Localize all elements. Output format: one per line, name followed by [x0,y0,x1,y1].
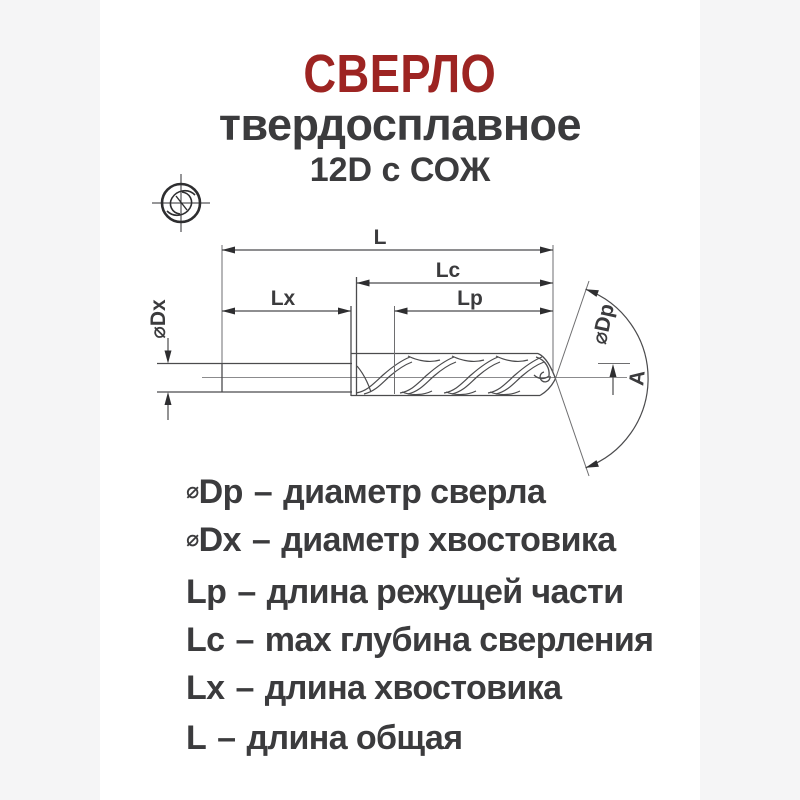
product-subtitle: твердосплавное [218,99,582,150]
dim-label-l: L [373,226,387,249]
legend-description: длина хвостовика [264,669,562,707]
dim-label-lc: Lc [435,259,461,282]
legend-symbol: L [186,719,207,757]
legend-symbol: Lc [186,621,225,659]
point-angle-group [556,281,650,476]
legend-description: диаметр сверла [283,473,546,511]
legend-symbol: Lx [186,669,225,707]
product-spec: 12D с СОЖ [309,151,491,189]
dimension-shank-diameter [147,299,172,420]
legend-dash: – [253,473,273,511]
legend-description: диаметр хвостовика [281,521,616,559]
dimension-max-depth [357,259,554,287]
legend-description: max глубина сверления [264,621,654,659]
legend-description: длина режущей части [266,573,624,611]
diameter-sign: ⌀ [186,478,199,503]
dimension-shank-length [222,287,351,315]
product-title-text: СВЕРЛО [303,44,497,104]
legend-symbol: ⌀Dp [186,473,243,511]
legend-dash: – [217,719,236,757]
dimension-flute-length [395,287,554,394]
flute-spirals [356,356,544,395]
drill-end-view-icon [152,174,210,232]
legend-dash: – [237,573,256,611]
dim-label-dx: ⌀Dx [147,299,170,339]
legend-symbol: ⌀Dx [186,521,241,559]
drill-body [157,277,556,396]
dim-label-lp: Lp [457,287,483,310]
legend-dash: – [235,621,254,659]
legend-description: длина общая [246,719,463,757]
dim-label-dp: ⌀Dp [588,301,619,347]
dim-label-lx: Lx [270,287,296,310]
diameter-sign: ⌀ [186,526,199,551]
legend-dash: – [235,669,254,707]
legend-symbol: Lp [186,573,227,611]
legend-dash: – [251,521,271,559]
dim-label-angle: A [625,369,650,387]
